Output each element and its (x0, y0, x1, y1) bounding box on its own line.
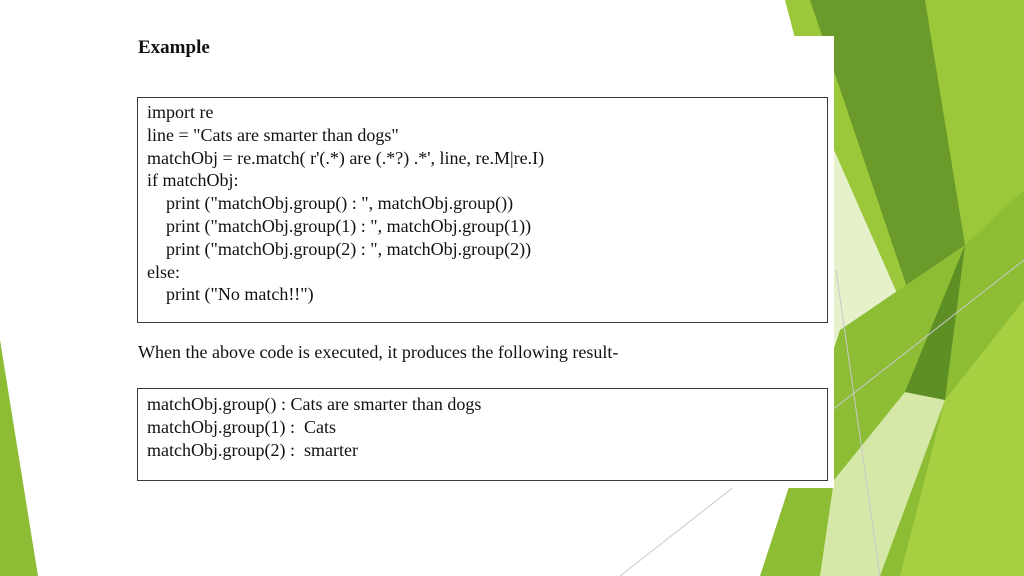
code-line: if matchObj: (147, 170, 239, 191)
code-line: line = "Cats are smarter than dogs" (147, 124, 399, 145)
output-block (137, 388, 828, 481)
code-line: print ("No match!!") (166, 284, 314, 305)
output-line: matchObj.group() : Cats are smarter than dogs (147, 394, 482, 414)
green-facet-left (0, 340, 38, 576)
code-line: matchObj = re.match( r'(.*) are (.*?) .*', line, re.M|re.I) (147, 147, 545, 168)
page-heading: Example (138, 37, 210, 58)
output-line: matchObj.group(1) : Cats (147, 416, 336, 437)
code-line: import re (147, 102, 214, 122)
code-block (137, 97, 828, 323)
code-line: print ("matchObj.group(1) : ", matchObj.group(1)) (166, 215, 532, 236)
result-caption: When the above code is executed, it produces the following result- (138, 342, 619, 362)
code-line: else: (147, 261, 180, 282)
code-line: print ("matchObj.group(2) : ", matchObj.group(2)) (166, 238, 532, 259)
code-line: print ("matchObj.group() : ", matchObj.group()) (166, 193, 514, 214)
output-line: matchObj.group(2) : smarter (147, 439, 358, 460)
